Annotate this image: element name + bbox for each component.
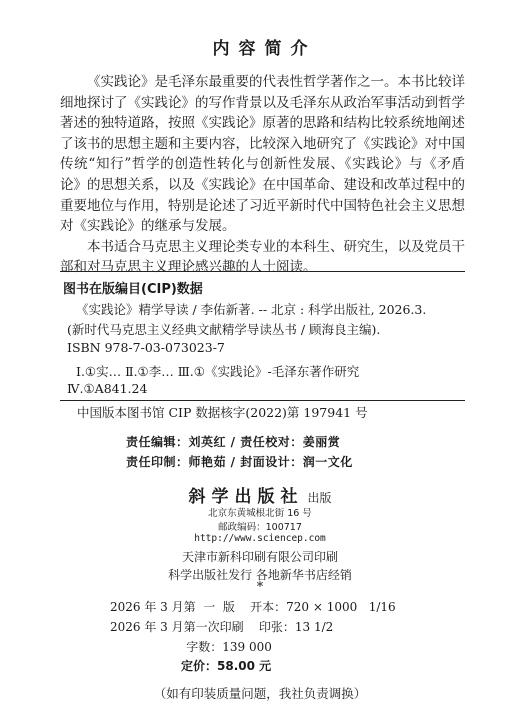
cip-classification: Ⅰ.①实… Ⅱ.①李… Ⅲ.①《实践论》-毛泽东著作研究 (76, 364, 360, 379)
divider (60, 271, 465, 272)
price: 定价：58.00 元 (110, 659, 272, 673)
cip-isbn: ISBN 978-7-03-073023-7 (67, 340, 225, 355)
summary-paragraph: 本书适合马克思主义理论类专业的本科生、研究生，以及党员干部和对马克思主义理论感兴趣的人士阅读。 (60, 238, 465, 276)
printing-info: 2026 年 3 月第一次印刷 印张：13 1/2 (110, 620, 334, 634)
summary-title: 内容简介 (212, 39, 317, 59)
editor-credits: 责任编辑：刘英红 / 责任校对：姜丽赏 (126, 435, 341, 449)
summary-paragraph: 《实践论》是毛泽东最重要的代表性哲学著作之一。本书比较详细地探讨了《实践论》的写作背景以及毛泽东从政治军事活动到哲学著述的独特道路，按照《实践论》原著的思路和结构比较系统地阐述了该书的思想主题和主要内容，比较深入地研究了《实践论》对中国传统“知行”哲学的创造性转化与创新性发展、《实践论》与《矛盾论》的思想关系，以及《实践论》在中国革命、建设和改革过程中的重要地位与作用，特别是论述了习近平新时代中国特色社会主义思想对《实践论》的继承与发展。 (60, 74, 465, 235)
cip-line: (新时代马克思主义经典文献精学导读丛书 / 顾海良主编). (67, 322, 381, 337)
publisher-line (0, 482, 520, 507)
production-credits: 责任印制：师艳茹 / 封面设计：润一文化 (126, 455, 353, 469)
word-count: 字数：139 000 (110, 640, 272, 654)
publisher-suffix: 出版 (307, 491, 332, 505)
publisher-address: 北京东黄城根北街 16 号 (208, 508, 312, 519)
cip-classification: Ⅳ.①A841.24 (67, 381, 148, 396)
edition-info: 2026 年 3 月第 一 版 开本：720 × 1000 1/16 (110, 600, 396, 614)
cip-heading: 图书在版编目(CIP)数据 (63, 282, 203, 297)
divider (60, 400, 465, 401)
distribution: 科学出版社发行 各地新华书店经销 (168, 568, 352, 582)
cip-record-number: 中国版本图书馆 CIP 数据核字(2022)第 197941 号 (77, 405, 368, 420)
summary-body (60, 72, 465, 278)
printer: 天津市新科印刷有限公司印刷 (181, 550, 338, 564)
cip-line: 《实践论》精学导读 / 李佑新著. -- 北京 : 科学出版社, 2026.3. (76, 302, 427, 317)
publisher-postcode: 邮政编码：100717 (218, 522, 302, 533)
publisher-logo: 斜学出版社 (188, 487, 304, 507)
separator-star: * (256, 580, 264, 595)
publisher-website: http://www.sciencep.com (194, 533, 326, 544)
quality-notice: （如有印装质量问题，我社负责调换） (153, 686, 367, 701)
